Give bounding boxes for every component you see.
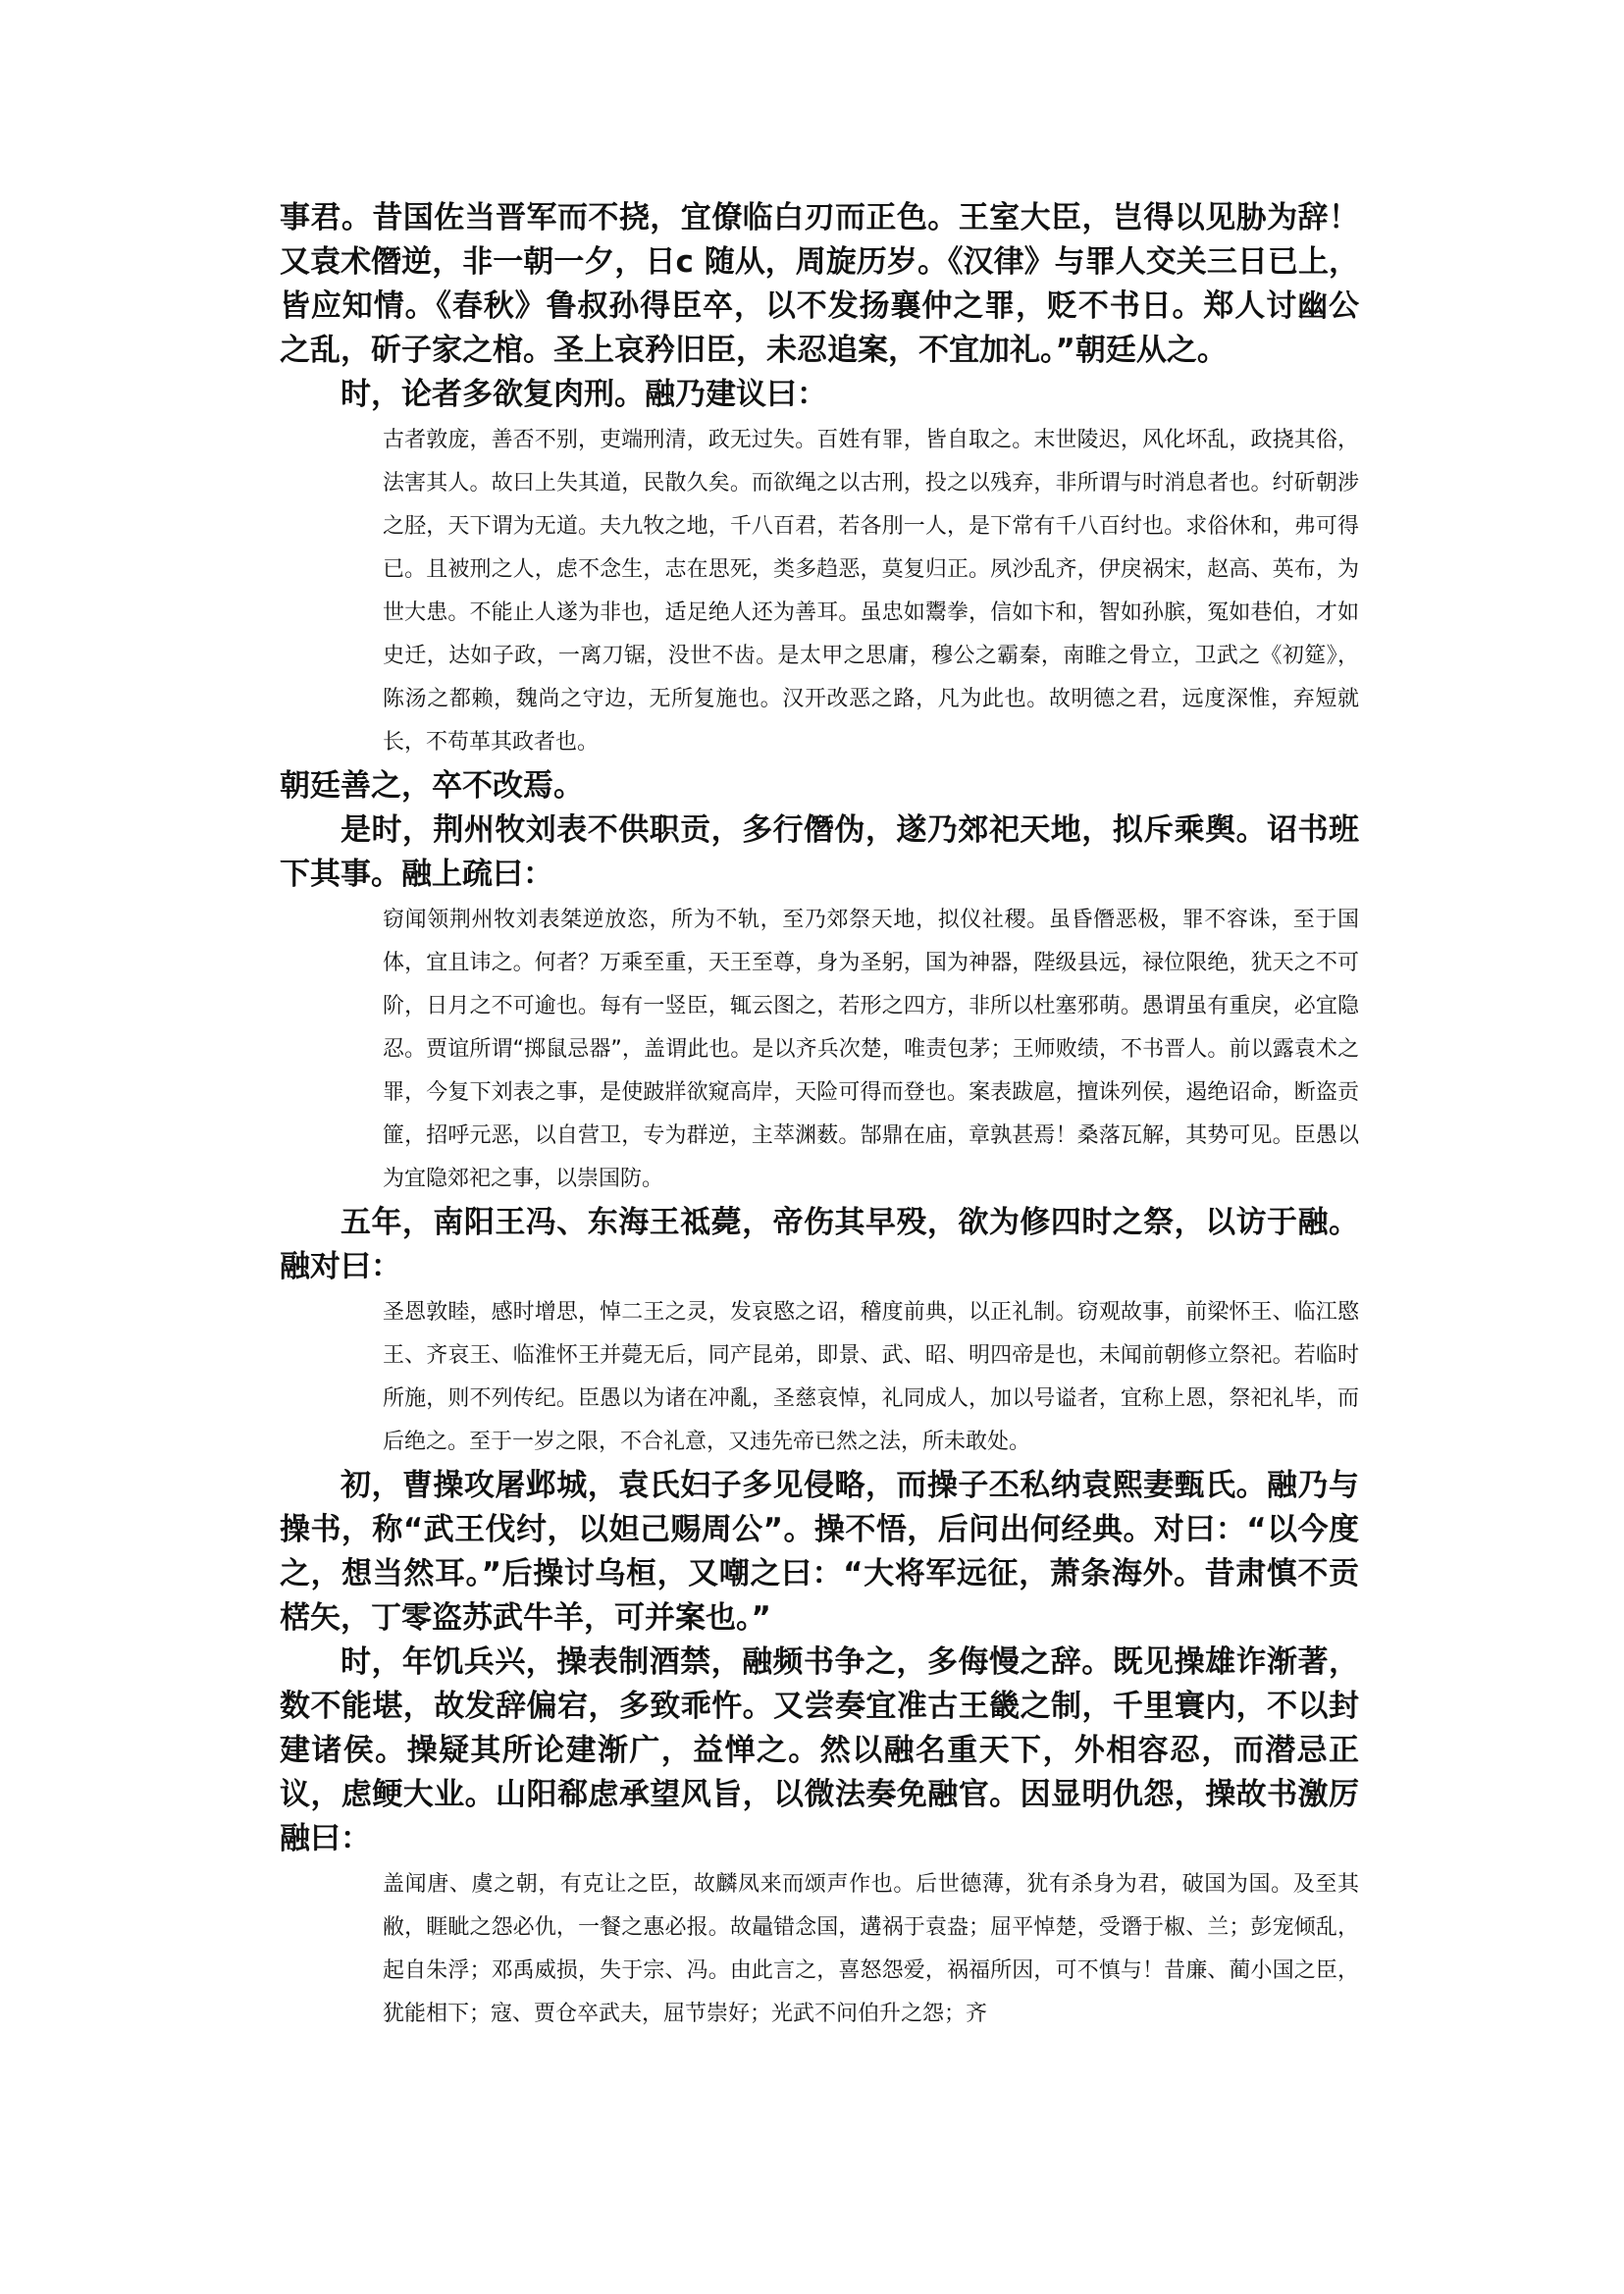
paragraph-cao-cao-ye-city: 初，曹操攻屠邺城，袁氏妇子多见侵略，而操子丕私纳袁熙妻甄氏。融乃与操书，称“武王伐纣，以妲己赐周公”。操不悟，后问出何经典。对曰：“以今度之，想当然耳。”后操讨乌桓，又嘲之曰：“大将军远征，萧条海外。昔肃慎不贡楛矢，丁零盗苏武牛羊，可并案也。” — [280, 1468, 1359, 1636]
paragraph-corporal-punishment-intro: 时，论者多欲复肉刑。融乃建议曰： — [341, 377, 827, 412]
text-column — [280, 196, 1359, 2036]
paragraph-princes-sacrifice-intro: 五年，南阳王冯、东海王祗薨，帝伤其早殁，欲为修四时之祭，以访于融。融对曰： — [280, 1205, 1359, 1284]
paragraph-court-approves: 朝廷善之，卒不改焉。 — [280, 768, 584, 804]
paragraph-court-memorial-end: 事君。昔国佐当晋军而不挠，宜僚临白刃而正色。王室大臣，岂得以见胁为辞！又袁术僭逆，非一朝一夕，日c 随从，周旋历岁。《汉律》与罪人交关三日已上，皆应知情。《春秋》鲁叔孙得臣卒，以不发扬襄仲之罪，贬不书日。郑人讨幽公之乱，斫子家之棺。圣上哀矜旧臣，未忍追案，不宜加礼。”朝廷从之。 — [280, 200, 1359, 368]
quote-cao-cao-letter: 盖闻唐、虞之朝，有克让之臣，故麟凤来而颂声作也。后世德薄，犹有杀身为君，破国为国。及至其敝，睚眦之怨必仇，一餐之惠必报。故鼂错念国，遘祸于袁盎；屈平悼楚，受谮于椒、兰；彭宠倾乱，起自朱浮；邓禹威损，失于宗、冯。由此言之，喜怒怨爱，祸福所因，可不慎与！昔廉、蔺小国之臣，犹能相下；寇、贾仓卒武夫，屈节崇好；光武不问伯升之怨；齐 — [383, 1872, 1359, 2026]
paragraph-wine-ban: 时，年饥兵兴，操表制酒禁，融频书争之，多侮慢之辞。既见操雄诈渐著，数不能堪，故发辞偏宕，多致乖忤。又尝奏宜准古王畿之制，千里寰内，不以封建诸侯。操疑其所论建渐广，益惮之。然以融名重天下，外相容忍，而潜忌正议，虑鲠大业。山阳郗虑承望风旨，以微法奏免融官。因显明仇怨，操故书激厉融曰： — [280, 1644, 1359, 1856]
quote-corporal-punishment-proposal: 古者敦庞，善否不别，吏端刑清，政无过失。百姓有罪，皆自取之。末世陵迟，风化坏乱，政挠其俗，法害其人。故曰上失其道，民散久矣。而欲绳之以古刑，投之以残弃，非所谓与时消息者也。纣斫朝涉之胫，天下谓为无道。夫九牧之地，千八百君，若各刖一人，是下常有千八百纣也。求俗休和，弗可得已。且被刑之人，虑不念生，志在思死，类多趋恶，莫复归正。夙沙乱齐，伊戾祸宋，赵高、英布，为世大患。不能止人遂为非也，适足绝人还为善耳。虽忠如鬻拳，信如卞和，智如孙膑，冤如巷伯，才如史迁，达如子政，一离刀锯，没世不齿。是太甲之思庸，穆公之霸秦，南睢之骨立，卫武之《初筵》，陈汤之都赖，魏尚之守边，无所复施也。汉开改恶之路，凡为此也。故明德之君，远度深惟，弃短就长，不苟革其政者也。 — [383, 428, 1359, 755]
quote-liu-biao-memorial: 窃闻领荆州牧刘表桀逆放恣，所为不轨，至乃郊祭天地，拟仪社稷。虽昏僭恶极，罪不容诛，至于国体，宜且讳之。何者？万乘至重，天王至尊，身为圣躬，国为神器，陛级县远，禄位限绝，犹天之不可阶，日月之不可逾也。每有一竖臣，辄云图之，若形之四方，非所以杜塞邪萌。愚谓虽有重戾，必宜隐忍。贾谊所谓“掷鼠忌器”，盖谓此也。是以齐兵次楚，唯责包茅；王师败绩，不书晋人。前以露袁术之罪，今复下刘表之事，是使跛牂欲窥高岸，天险可得而登也。案表跋扈，擅诛列侯，遏绝诏命，断盗贡篚，招呼元恶，以自营卫，专为群逆，主萃渊薮。郜鼎在庙，章孰甚焉！桑落瓦解，其势可见。臣愚以为宜隐郊祀之事，以崇国防。 — [383, 908, 1359, 1191]
paragraph-liu-biao-intro: 是时，荆州牧刘表不供职贡，多行僭伪，遂乃郊祀天地，拟斥乘舆。诏书班下其事。融上疏曰： — [280, 812, 1359, 892]
quote-princes-sacrifice-reply: 圣恩敦睦，感时增思，悼二王之灵，发哀愍之诏，稽度前典，以正礼制。窃观故事，前梁怀王、临江愍王、齐哀王、临淮怀王并薨无后，同产昆弟，即景、武、昭、明四帝是也，未闻前朝修立祭祀。若临时所施，则不列传纪。臣愚以为诸在冲亂，圣慈哀悼，礼同成人，加以号谥者，宜称上恩，祭祀礼毕，而后绝之。至于一岁之限，不合礼意，又违先帝已然之法，所未敢处。 — [383, 1300, 1359, 1454]
